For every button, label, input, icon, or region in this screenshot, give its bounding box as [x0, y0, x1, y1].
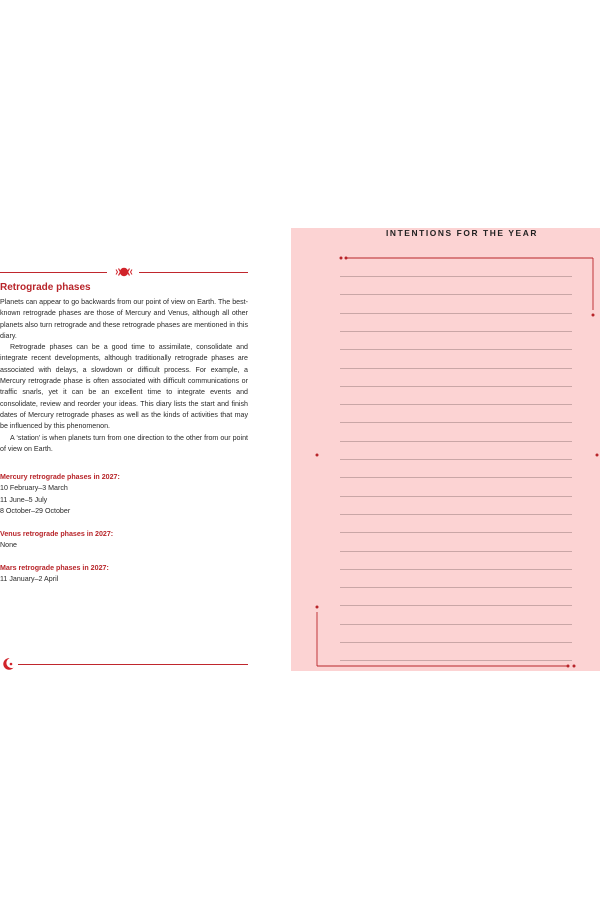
header-ornament — [0, 267, 248, 277]
crescent-moon-icon — [1, 657, 15, 671]
section-title: Retrograde phases — [0, 282, 91, 293]
writing-line — [340, 404, 572, 405]
intentions-page — [291, 228, 600, 671]
writing-line — [340, 660, 572, 661]
body-text — [0, 297, 248, 455]
writing-line — [340, 313, 572, 314]
writing-line — [340, 624, 572, 625]
writing-line — [340, 532, 572, 533]
writing-line — [340, 605, 572, 606]
writing-line — [340, 551, 572, 552]
writing-line — [340, 514, 572, 515]
mercury-heading: Mercury retrograde phases in 2027: — [0, 473, 120, 481]
ornament-line-left — [0, 272, 107, 273]
mercury-date-2: 11 June–5 July — [0, 495, 48, 504]
writing-line — [340, 331, 572, 332]
left-page — [0, 0, 260, 900]
mars-date-1: 11 January–2 April — [0, 575, 59, 584]
writing-line — [340, 276, 572, 277]
paragraph-3: A ‘station’ is when planets turn from one direction to the other from our point of view on Earth. — [0, 433, 248, 453]
venus-heading: Venus retrograde phases in 2027: — [0, 530, 114, 538]
writing-line — [340, 422, 572, 423]
writing-line — [340, 496, 572, 497]
venus-phases — [0, 529, 248, 552]
writing-line — [340, 459, 572, 460]
writing-line — [340, 587, 572, 588]
writing-line — [340, 349, 572, 350]
paragraph-1: Planets can appear to go backwards from our point of view on Earth. The best-known retrograde phases are those of Mercury and Venus, although all other planets also turn retrograde and these retrograde phases are mentioned in this diary. — [0, 298, 248, 340]
mars-phases — [0, 563, 248, 586]
writing-line — [340, 477, 572, 478]
writing-line — [340, 569, 572, 570]
writing-line — [340, 441, 572, 442]
ornament-line-right — [139, 272, 248, 273]
footer-line — [18, 664, 248, 665]
paragraph-2: Retrograde phases can be a good time to assimilate, consolidate and integrate recent developments, although traditionally retrograde phases are associated with delays, a slowdown or difficult process. For example, a Mercury retrograde phase is often associated with difficult communications or traffic snarls, yet it can be an excellent time to integrate events and consolidate, review and reorder your ideas. This diary lists the start and finish dates of Mercury retrograde phases as well as the kinds of activities that may be influenced by this phenomenon. — [0, 343, 248, 431]
mercury-date-1: 10 February–3 March — [0, 484, 68, 493]
mars-heading: Mars retrograde phases in 2027: — [0, 564, 109, 572]
writing-line — [340, 294, 572, 295]
writing-line — [340, 386, 572, 387]
mercury-phases — [0, 472, 248, 517]
page-heading: INTENTIONS FOR THE YEAR — [386, 228, 539, 238]
mercury-date-3: 8 October–29 October — [0, 506, 71, 515]
footer-ornament — [0, 657, 248, 671]
venus-date-1: None — [0, 541, 17, 550]
writing-line — [340, 368, 572, 369]
writing-line — [340, 642, 572, 643]
gem-ornament-icon — [113, 267, 135, 277]
